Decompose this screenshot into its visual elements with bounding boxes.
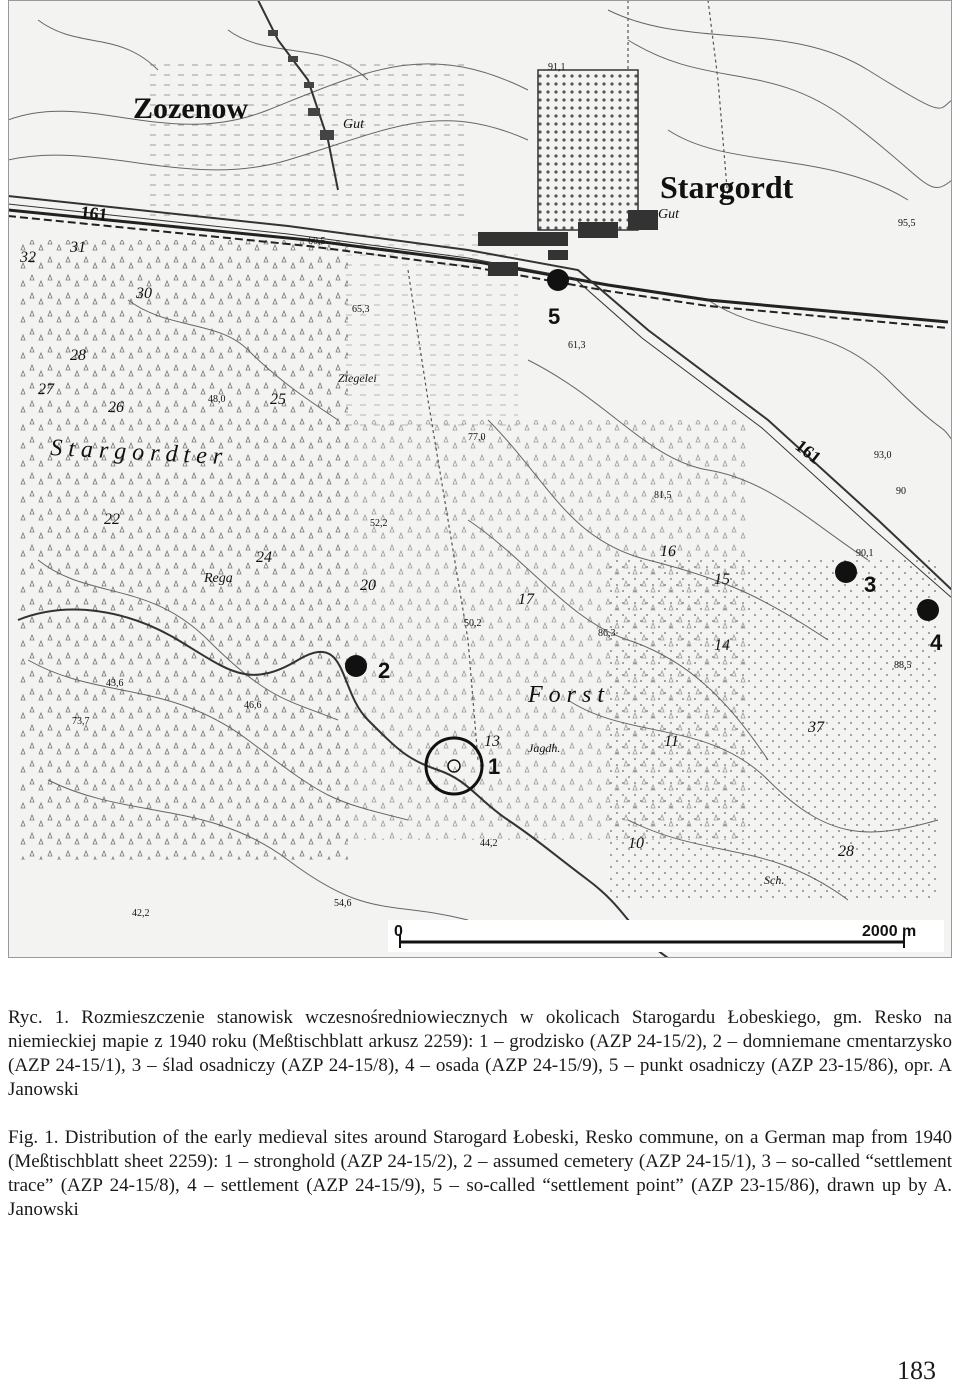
- site-dot-icon: [345, 655, 367, 677]
- site-dot-icon: [547, 269, 569, 291]
- page-number: 183: [897, 1356, 936, 1385]
- elevation-label: 52,2: [370, 518, 388, 529]
- place-zozenow: Zozenow: [133, 92, 248, 125]
- elevation-label: 46,6: [244, 700, 262, 711]
- block-number: 13: [484, 733, 500, 750]
- site-label-3: 3: [864, 572, 877, 597]
- site-dot-icon: [835, 561, 857, 583]
- place-forst: F o r s t: [528, 682, 605, 708]
- elevation-label: 93,0: [874, 450, 892, 461]
- marsh-area-2: [338, 230, 518, 430]
- figure-caption-english: Fig. 1. Distribution of the early medieval sites around Starogard Łobeski, Resko commune, on a German map from 1940 (Meßtischblatt sheet 2259): 1 – stronghold (AZP 24-15/2), 2 – assumed cemetery (AZP 24-15/1), 3 – so-called “settlement trace” (AZP 24-15/8), 4 – settlement (AZP 24-15/9), 5 – so-called “settlement point” (AZP 23-15/86), drawn up by A. Janowski: [8, 1127, 952, 1220]
- block-number: 11: [664, 733, 679, 750]
- place-sch: Sch.: [764, 873, 785, 887]
- elevation-label: 44,2: [480, 838, 498, 849]
- block-number: 24: [256, 549, 272, 566]
- block-number: 25: [270, 391, 286, 408]
- site-label-1: 1: [488, 754, 501, 779]
- figure-caption-polish: Ryc. 1. Rozmieszczenie stanowisk wczesnośredniowiecznych w okolicach Starogardu Łobeskiego, gm. Resko na niemieckiej mapie z 1940 roku (Meßtischblatt arkusz 2259): 1 – grodzisko (AZP 24-15/2), 2 – domniemane cmentarzysko (AZP 24-15/1), 3 – ślad osadniczy (AZP 24-15/8), 4 – osada (AZP 24-15/9), 5 – punkt osadniczy (AZP 23-15/86), opr. A Janowski: [8, 1007, 952, 1100]
- block-number: 20: [360, 577, 376, 594]
- place-rega: Rega: [204, 571, 233, 586]
- place-stargordt: Stargordt: [660, 169, 794, 205]
- topographic-map: [8, 0, 952, 958]
- elevation-label: 95,5: [898, 218, 916, 229]
- block-number: 32: [20, 249, 36, 266]
- elevation-label: 54,6: [334, 898, 352, 909]
- block-number: 37: [808, 719, 824, 736]
- place-jagdh: Jagdh.: [528, 741, 561, 755]
- site-label-2: 2: [378, 658, 391, 683]
- scale-end-label: 2000 m: [862, 923, 917, 940]
- elevation-label: 50,2: [464, 618, 482, 629]
- site-label-5: 5: [548, 304, 561, 329]
- elevation-label: 91,1: [548, 62, 566, 73]
- scale-start-label: 0: [394, 923, 403, 940]
- elevation-label: 43,6: [106, 678, 124, 689]
- forest-area-west: [18, 240, 348, 860]
- block-number: 30: [136, 285, 152, 302]
- place-gut-2: Gut: [658, 207, 679, 222]
- elevation-label: 86,3: [598, 628, 616, 639]
- block-number: 14: [714, 637, 730, 654]
- scale-bar: [388, 920, 944, 952]
- elevation-label: 77,0: [468, 432, 486, 443]
- road-label-161-west: 161: [79, 202, 109, 225]
- stargordt-park: [538, 70, 638, 230]
- block-number: 26: [108, 399, 124, 416]
- place-gut-1: Gut: [343, 117, 364, 132]
- elevation-label: 90: [896, 486, 906, 497]
- elevation-label: 88,5: [894, 660, 912, 671]
- elevation-label: 65,3: [352, 304, 370, 315]
- block-number: 27: [38, 381, 54, 398]
- elevation-label: 73,7: [72, 716, 90, 727]
- site-label-4: 4: [930, 630, 943, 655]
- block-number: 22: [104, 511, 120, 528]
- elevation-label: 48,0: [208, 394, 226, 405]
- elevation-label: 42,2: [132, 908, 150, 919]
- block-number: 28: [70, 347, 86, 364]
- road-label-161-east: 161: [791, 435, 826, 468]
- elevation-label: 60,5: [308, 236, 326, 247]
- elevation-label: 81,5: [654, 490, 672, 501]
- place-ziegelei: Ziegelei: [338, 371, 377, 385]
- block-number: 16: [660, 543, 676, 560]
- site-dot-icon: [917, 599, 939, 621]
- block-number: 10: [628, 835, 644, 852]
- block-number: 15: [714, 571, 730, 588]
- block-number: 28: [838, 843, 854, 860]
- elevation-label: 90,1: [856, 548, 874, 559]
- elevation-label: 61,3: [568, 340, 586, 351]
- place-stargordter: S t a r g o r d t e r: [49, 435, 223, 470]
- block-number: 31: [70, 239, 86, 256]
- block-number: 17: [518, 591, 534, 608]
